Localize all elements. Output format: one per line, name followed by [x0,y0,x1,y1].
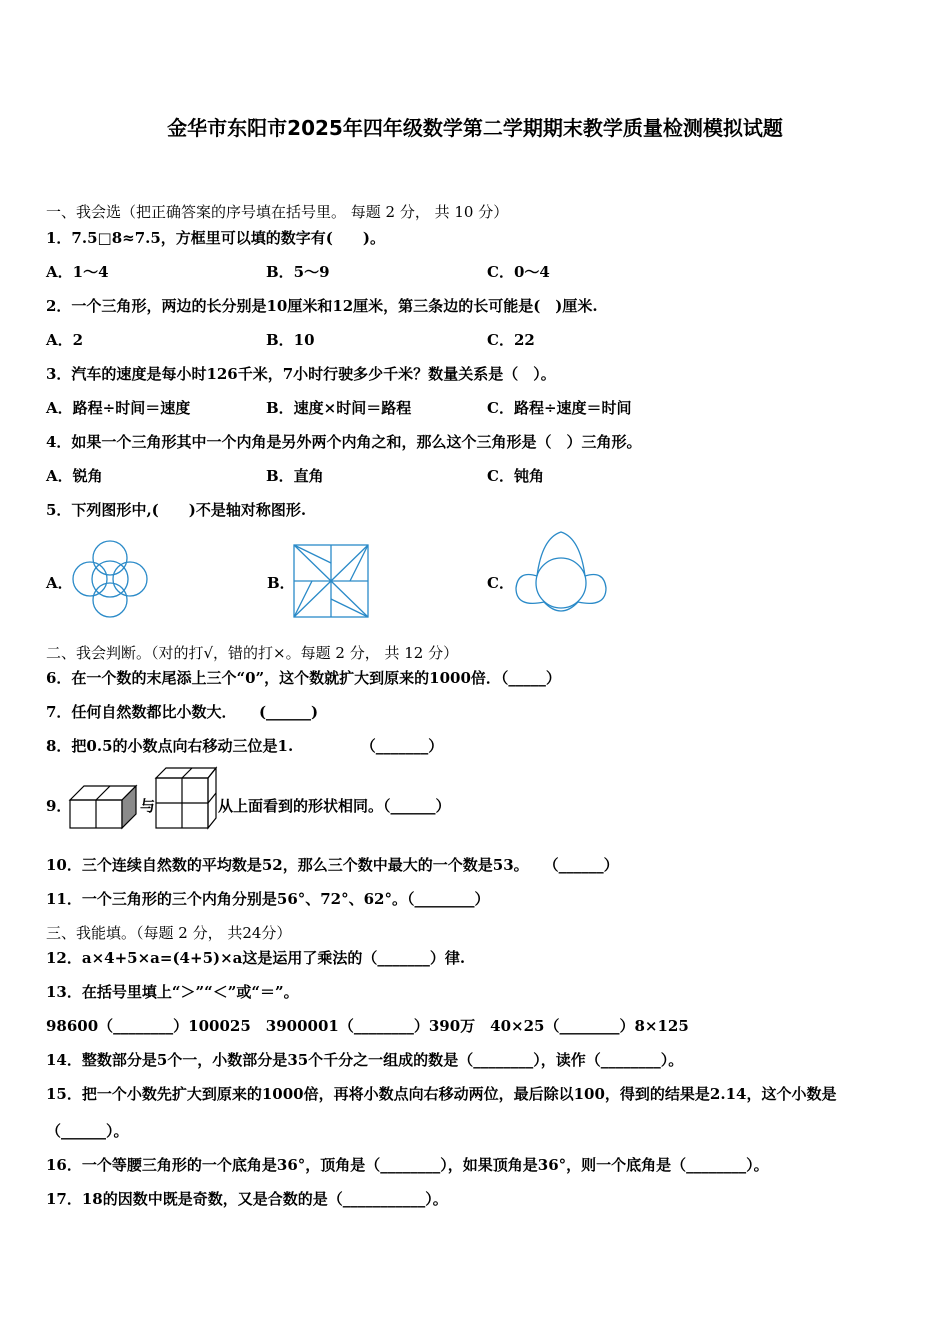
q13-items: 98600（________）100025 3900001（________）390万 40×25（________）8×125 [46,1017,689,1035]
q3-option-c: C．路程÷速度＝时间 [487,399,632,417]
q4-option-a: A．锐角 [46,467,103,485]
q6-text: 6．在一个数的末尾添上三个“0”，这个数就扩大到原来的1000倍．（_____） [46,669,561,687]
q15-line2: （______）。 [46,1122,129,1140]
q5-option-c-label: C． [487,574,514,592]
q1-stem: 1．7.5□8≈7.5，方框里可以填的数字有( )。 [46,229,386,247]
q1-option-c: C．0～4 [487,263,550,281]
q4-option-c: C．钝角 [487,467,544,485]
four-petal-flower-figure [66,538,156,620]
section3-header: 三、我能填。（每题 2 分， 共24分） [46,924,292,942]
q9-connector: 与 [140,797,156,815]
q8-text: 8．把0.5的小数点向右移动三位是1. （_______） [46,737,444,755]
q2-stem: 2．一个三角形，两边的长分别是10厘米和12厘米，第三条边的长可能是( )厘米. [46,297,598,315]
q9-number: 9． [46,797,72,815]
q16-text: 16．一个等腰三角形的一个底角是36°，顶角是（________），如果顶角是36°，则一个底角是（________）。 [46,1156,769,1174]
pinwheel-figure [292,543,370,619]
q5-option-b-label: B． [267,574,295,592]
q5-option-a-label: A． [46,574,73,592]
cuboid-row-figure [68,784,140,830]
section1-header: 一、我会选（把正确答案的序号填在括号里。 每题 2 分， 共 10 分） [46,203,509,221]
three-arc-figure [512,528,610,620]
q1-option-b: B．5～9 [266,263,330,281]
section2-header: 二、我会判断。（对的打√，错的打×。每题 2 分， 共 12 分） [46,644,459,662]
q3-stem: 3．汽车的速度是每小时126千米，7小时行驶多少千米？数量关系是（ ）。 [46,365,556,383]
q7-text: 7．任何自然数都比小数大． (______) [46,703,319,721]
q2-option-c: C．22 [487,331,535,349]
q1-option-a: A．1～4 [46,263,109,281]
q4-option-b: B．直角 [266,467,324,485]
q11-text: 11．一个三角形的三个内角分别是56°、72°、62°。（________） [46,890,490,908]
q15-line1: 15．把一个小数先扩大到原来的1000倍，再将小数点向右移动两位，最后除以100，得到的结果是2.14，这个小数是 [46,1085,837,1103]
q2-option-a: A．2 [46,331,84,349]
q5-stem: 5．下列图形中,( )不是轴对称图形. [46,501,307,519]
q14-text: 14．整数部分是5个一，小数部分是35个千分之一组成的数是（________），读作（________）。 [46,1051,684,1069]
cube-stack-figure [154,766,218,830]
q2-option-b: B．10 [266,331,315,349]
q12-text: 12．a×4+5×a=(4+5)×a这是运用了乘法的（_______）律. [46,949,466,967]
q3-option-a: A．路程÷时间＝速度 [46,399,191,417]
q17-text: 17．18的因数中既是奇数，又是合数的是（___________）。 [46,1190,448,1208]
q9-tail: 从上面看到的形状相同。（______） [218,797,451,815]
q3-option-b: B．速度×时间＝路程 [266,399,412,417]
page-title: 金华市东阳市2025年四年级数学第二学期期末教学质量检测模拟试题 [167,116,783,140]
q10-text: 10．三个连续自然数的平均数是52，那么三个数中最大的一个数是53。 （______） [46,856,619,874]
q13-text: 13．在括号里填上“＞”“＜”或“＝”。 [46,983,299,1001]
q4-stem: 4．如果一个三角形其中一个内角是另外两个内角之和，那么这个三角形是（ ）三角形。 [46,433,642,451]
